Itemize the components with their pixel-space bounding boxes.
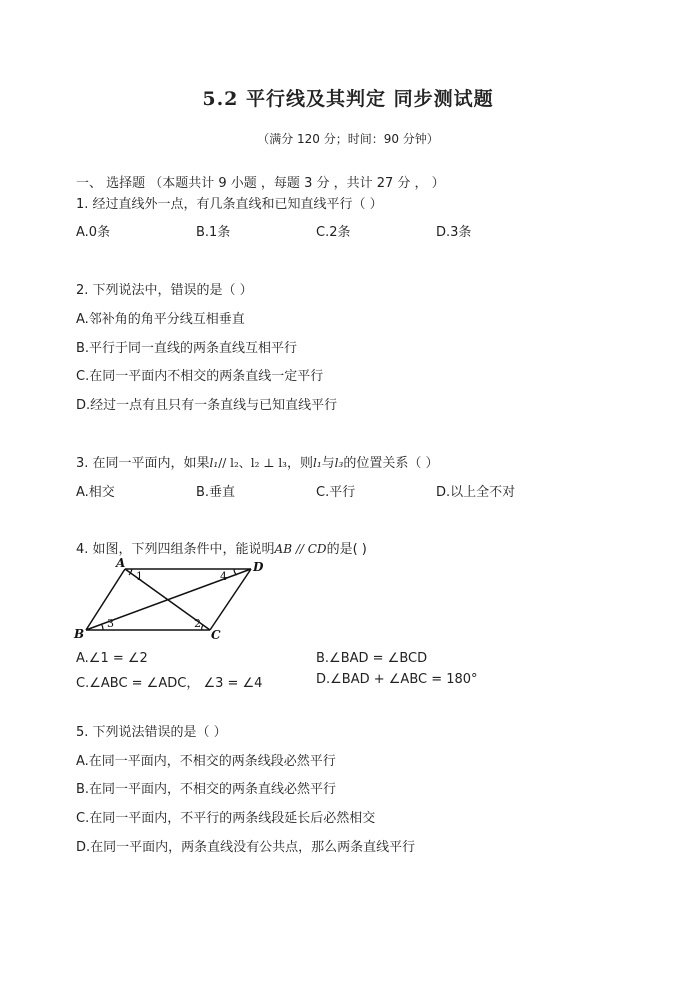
q2-option-d: D.经过一点有且只有一条直线与已知直线平行 [76,398,338,413]
angle-1-label: 1 [136,570,143,583]
q4-math: AB // CD [274,542,327,556]
q1-option-c: C.2条 [316,225,351,240]
q4-option-b: B.∠BAD = ∠BCD [316,651,428,666]
q3-option-a: A.相交 [76,485,115,500]
question-2-stem: 2. 下列说法中，错误的是（ ） [76,283,253,298]
q3-option-b: B.垂直 [196,485,236,500]
angle-4-label: 4 [220,570,227,583]
q4-stem-pre: 4. 如图，下列四组条件中，能说明 [76,542,275,557]
q4-stem-post: 的是( ) [326,542,367,557]
question-5-stem: 5. 下列说法错误的是（ ） [76,725,227,740]
q2-option-a: A.邻补角的角平分线互相垂直 [76,312,245,327]
q3-stem-mid2: 与 [321,456,335,471]
q3-math-l1b: l₁ [313,456,322,470]
q3-stem-mid: ，则 [286,456,313,471]
q1-option-a: A.0条 [76,225,111,240]
vertex-a-label: A [116,556,126,570]
q1-option-d: D.3条 [436,225,472,240]
q5-option-b: B.在同一平面内，不相交的两条直线必然平行 [76,782,337,797]
q3-math-perp: 、l₂ ⊥ l₃ [238,456,287,470]
q3-stem-pre: 3. 在同一平面内，如果 [76,456,210,471]
angle-2-label: 2 [194,617,201,630]
q4-option-c: C.∠ABC = ∠ADC， ∠3 = ∠4 [76,676,263,691]
q5-option-c: C.在同一平面内，不平行的两条线段延长后必然相交 [76,811,376,826]
q3-option-c: C.平行 [316,485,356,500]
vertex-d-label: D [253,560,264,574]
angle-3-arc [101,624,103,630]
q3-stem-post: 的位置关系（ ） [343,456,439,471]
section-heading: 一、 选择题 （本题共计 9 小题 ，每题 3 分 ，共计 27 分 ， ） [76,176,445,191]
q3-math-l1: l₁ [209,456,219,470]
q2-option-b: B.平行于同一直线的两条直线互相平行 [76,341,298,356]
q4-parallelogram-figure [70,555,270,643]
page-title: 5.2 平行线及其判定 同步测试题 [202,88,494,110]
question-3-stem [76,452,438,471]
question-1-stem: 1. 经过直线外一点，有几条直线和已知直线平行（ ） [76,197,383,212]
q1-option-b: B.1条 [196,225,231,240]
q4-option-a: A.∠1 = ∠2 [76,651,148,666]
q4-option-d: D.∠BAD + ∠ABC = 180° [316,672,478,687]
segment-ab [86,569,125,630]
angle-4-arc [234,569,237,575]
segment-dc [210,569,251,630]
vertex-b-label: B [74,627,85,641]
page-subtitle: （满分 120 分；时间：90 分钟） [257,132,439,146]
q2-option-c: C.在同一平面内不相交的两条直线一定平行 [76,369,324,384]
angle-3-label: 3 [107,617,114,630]
vertex-c-label: C [211,628,221,642]
q3-option-d: D.以上全不对 [436,485,516,500]
q3-math-parallel: // l₂ [218,456,239,470]
q5-option-a: A.在同一平面内，不相交的两条线段必然平行 [76,754,336,769]
q5-option-d: D.在同一平面内，两条直线没有公共点，那么两条直线平行 [76,840,416,855]
q3-math-l3: l₃ [334,456,344,470]
